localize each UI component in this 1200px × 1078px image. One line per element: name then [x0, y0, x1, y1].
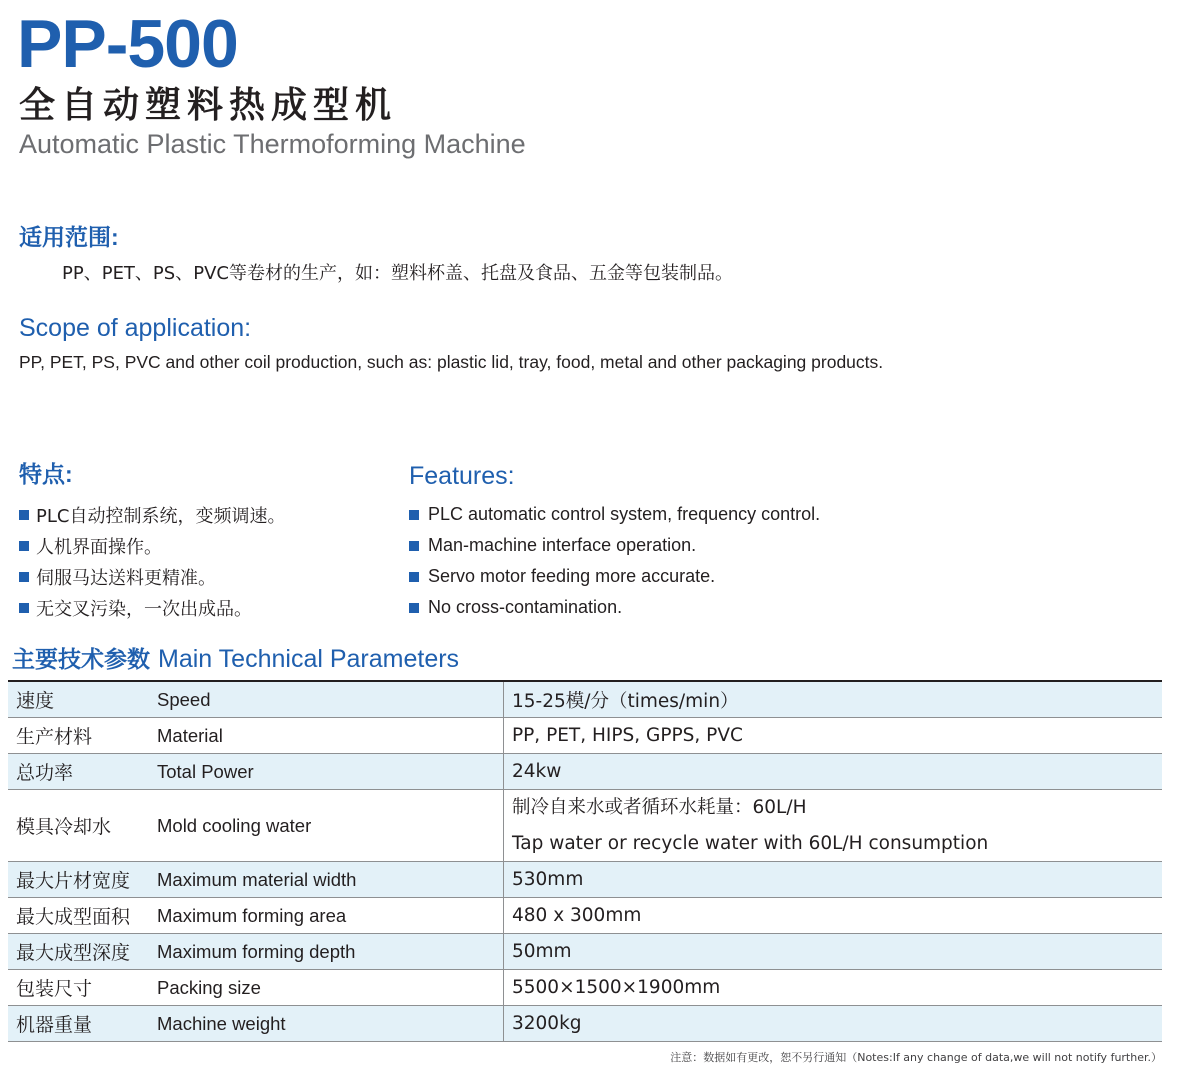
features-list-cn [19, 499, 285, 623]
param-value-cn: 制冷自来水或者循环水耗量：60L/H [512, 796, 807, 818]
table-row [8, 1006, 1162, 1042]
feature-text: 无交叉污染，一次出成品。 [36, 598, 252, 620]
feature-text: PLC自动控制系统，变频调速。 [36, 505, 286, 527]
feature-text: Man-machine interface operation. [428, 535, 697, 555]
square-bullet-icon [409, 510, 419, 520]
param-name-cn: 包装尺寸 [16, 978, 93, 1000]
feature-item [19, 499, 285, 530]
product-title-cn: 全自动塑料热成型机 [19, 85, 398, 126]
param-name-en: Machine weight [157, 1012, 286, 1034]
feature-text: 伺服马达送料更精准。 [36, 567, 216, 589]
feature-item [409, 561, 820, 592]
table-row [8, 898, 1162, 934]
feature-item [19, 592, 285, 623]
scope-heading-en: Scope of application: [19, 314, 252, 342]
param-name-cn: 最大成型面积 [16, 906, 131, 928]
table-row [8, 934, 1162, 970]
table-row [8, 970, 1162, 1006]
feature-text: PLC automatic control system, frequency control. [428, 504, 821, 524]
features-list-en [409, 499, 820, 623]
square-bullet-icon [19, 541, 29, 551]
scope-text-cn: PP、PET、PS、PVC等卷材的生产，如：塑料杯盖、托盘及食品、五金等包装制品。 [62, 263, 733, 284]
param-value: 50mm [503, 934, 1162, 969]
param-name-cn: 总功率 [16, 762, 74, 784]
scope-text-en: PP, PET, PS, PVC and other coil production, such as: plastic lid, tray, food, metal and other packaging products. [19, 352, 884, 372]
footnote: 注意：数据如有更改，恕不另行通知（Notes:If any change of data,we will not notify further.） [670, 1051, 1162, 1064]
param-value: PP, PET, HIPS, GPPS, PVC [503, 718, 1162, 753]
param-name-cn: 最大片材宽度 [16, 870, 131, 892]
table-row [8, 718, 1162, 754]
scope-heading-cn: 适用范围: [19, 224, 119, 250]
feature-item [19, 561, 285, 592]
param-name-cn: 机器重量 [16, 1014, 93, 1036]
table-row [8, 754, 1162, 790]
params-heading [12, 642, 459, 679]
feature-item [19, 530, 285, 561]
table-row [8, 862, 1162, 898]
feature-item [409, 592, 820, 623]
param-name-en: Maximum forming area [157, 904, 347, 926]
square-bullet-icon [19, 510, 29, 520]
square-bullet-icon [409, 572, 419, 582]
square-bullet-icon [409, 603, 419, 613]
params-table [8, 680, 1162, 1042]
param-name-cn: 速度 [16, 690, 55, 712]
features-heading-en: Features: [409, 462, 515, 490]
square-bullet-icon [19, 603, 29, 613]
param-value: 3200kg [503, 1006, 1162, 1041]
param-value-en: Tap water or recycle water with 60L/H consumption [512, 832, 989, 854]
feature-text: 人机界面操作。 [36, 536, 162, 558]
param-name-cn: 生产材料 [16, 726, 93, 748]
table-row [8, 682, 1162, 718]
param-name-en: Packing size [157, 976, 261, 998]
param-name-en: Speed [157, 688, 211, 710]
params-heading-cn: 主要技术参数 [12, 647, 150, 673]
feature-item [409, 499, 820, 530]
square-bullet-icon [409, 541, 419, 551]
param-name-cn: 模具冷却水 [16, 816, 112, 838]
param-value: 5500×1500×1900mm [503, 970, 1162, 1005]
table-row [8, 790, 1162, 862]
feature-item [409, 530, 820, 561]
params-heading-en: Main Technical Parameters [158, 645, 460, 673]
feature-text: Servo motor feeding more accurate. [428, 566, 716, 586]
param-name-en: Maximum material width [157, 868, 357, 890]
square-bullet-icon [19, 572, 29, 582]
model-number: PP-500 [17, 6, 238, 82]
param-value: 24kw [503, 754, 1162, 789]
param-name-en: Total Power [157, 760, 254, 782]
feature-text: No cross-contamination. [428, 597, 623, 617]
param-value [503, 790, 1162, 861]
product-title-en: Automatic Plastic Thermoforming Machine [19, 129, 526, 159]
features-heading-cn: 特点: [19, 461, 73, 487]
param-name-en: Maximum forming depth [157, 940, 356, 962]
param-value: 480 x 300mm [503, 898, 1162, 933]
param-value: 15-25模/分（times/min） [503, 682, 1162, 717]
param-name-en: Mold cooling water [157, 814, 312, 836]
param-value: 530mm [503, 862, 1162, 897]
param-name-en: Material [157, 724, 223, 746]
param-name-cn: 最大成型深度 [16, 942, 131, 964]
